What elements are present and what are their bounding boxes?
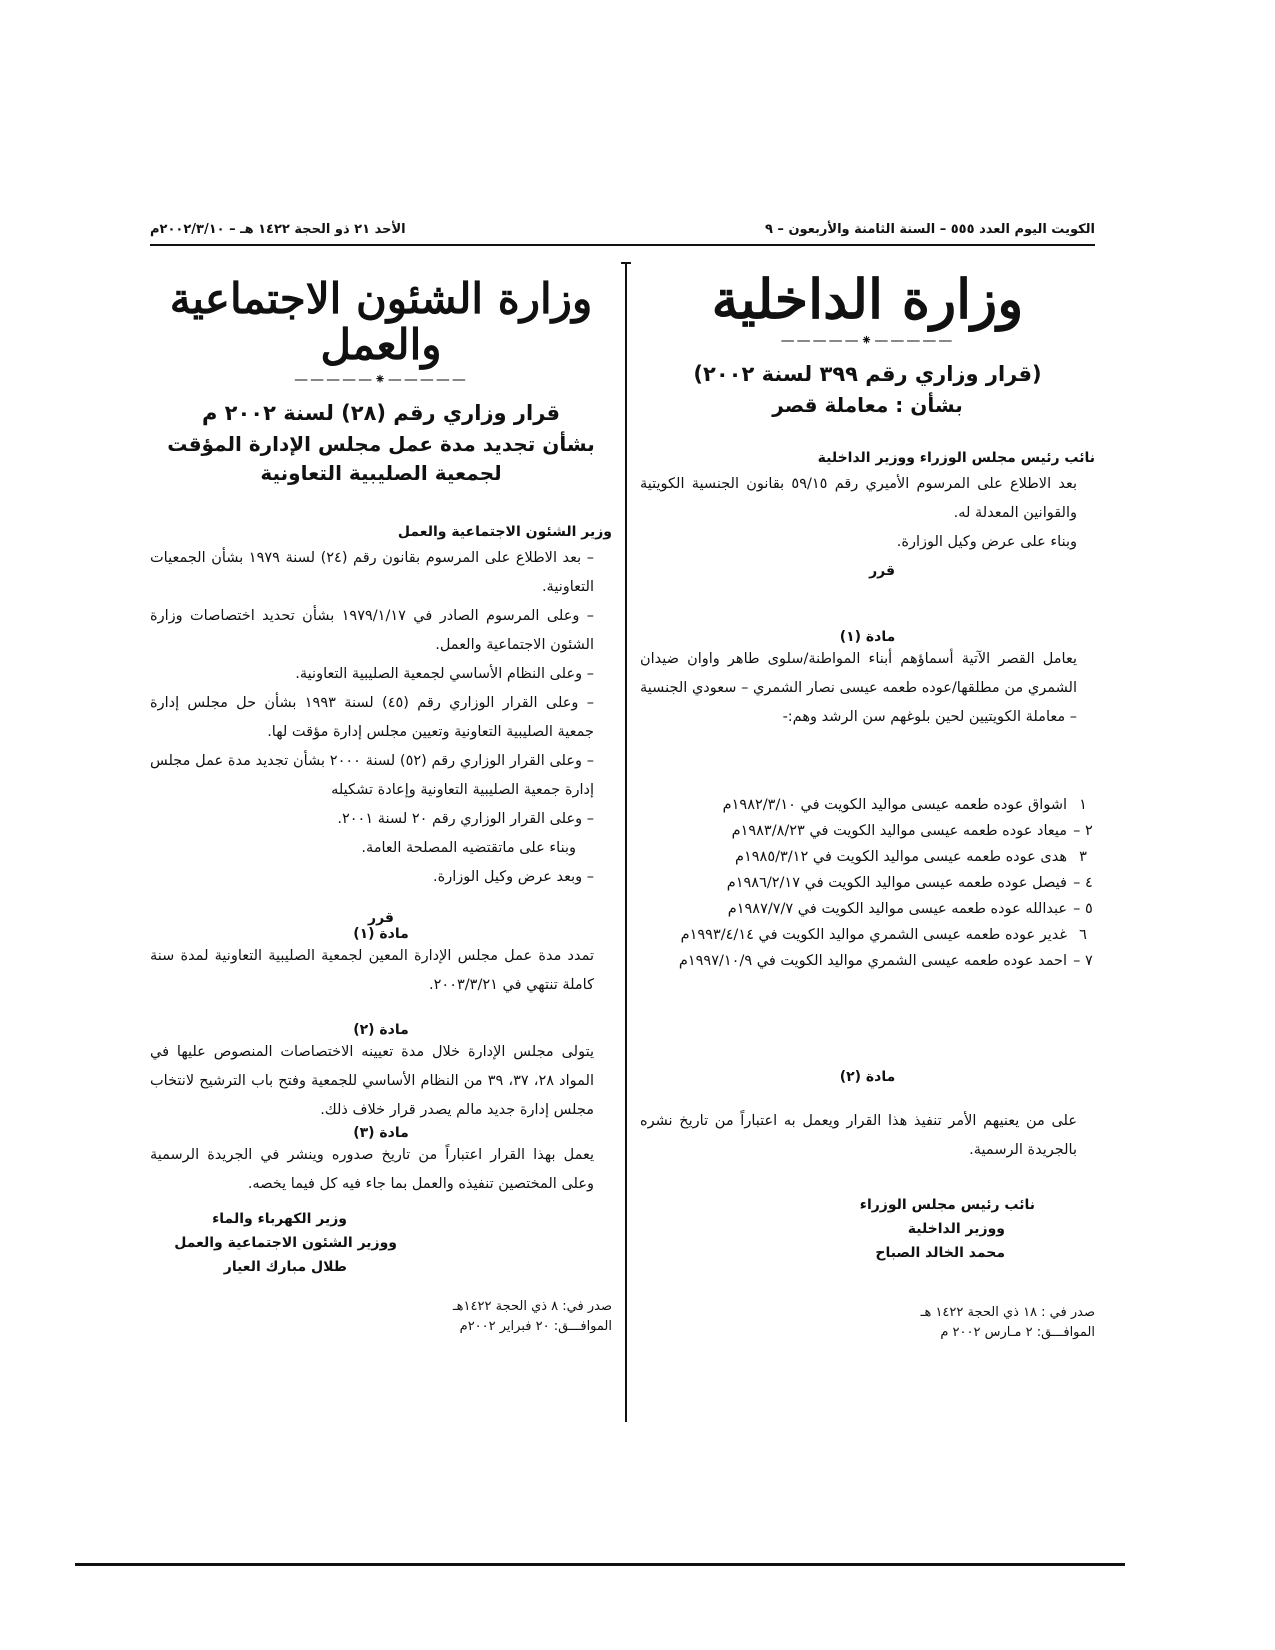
- preamble-clause: – وعلى النظام الأساسي لجمعية الصليبية التعاونية.: [295, 665, 594, 682]
- article-text: على من يعنيهم الأمر تنفيذ هذا القرار ويعمل به اعتباراً من تاريخ نشره بالجريدة الرسمية.: [640, 1112, 1077, 1158]
- preamble-clause: – وبعد عرض وكيل الوزارة.: [433, 868, 594, 885]
- header-rule: [150, 244, 1095, 246]
- list-item: ١ اشواق عوده طعمه عيسى مواليد الكويت في ١٩٨٢/٣/١٠م: [722, 796, 1087, 813]
- list-item: ٣ هدى عوده طعمه عيسى مواليد الكويت في ١٩٨٥/٣/١٢م: [734, 848, 1087, 865]
- preamble-clause: – وعلى المرسوم الصادر في ١٩٧٩/١/١٧ بشأن تحديد اختصاصات وزارة الشئون الاجتماعية والعمل.: [150, 607, 595, 653]
- issuer-title: وزير الشئون الاجتماعية والعمل: [397, 523, 612, 540]
- decision-subject: لجمعية الصليبية التعاونية: [260, 460, 502, 485]
- preamble-clause: بعد الاطلاع على المرسوم الأميري رقم ٥٩/١٥ بقانون الجنسية الكويتية والقوانين المعدلة له.: [640, 475, 1077, 521]
- list-item: ٧ – احمد عوده طعمه عيسى الشمري مواليد الكويت في ١٩٩٧/١٠/٩م: [678, 952, 1093, 969]
- article-text: يعمل بهذا القرار اعتباراً من تاريخ صدوره وينشر في الجريدة الرسمية وعلى المختصين تنفيذه والعمل بما جاء فيه كل فيما يخصه.: [150, 1146, 594, 1192]
- signature-line: ووزير الشئون الاجتماعية والعمل: [174, 1234, 397, 1251]
- signature-block: [150, 1207, 612, 1279]
- signature-name: محمد الخالد الصباح: [875, 1244, 1005, 1261]
- signature-block: [640, 1193, 1095, 1265]
- list-item: ٦ غدير عوده طعمه عيسى الشمري مواليد الكويت في ١٩٩٣/٤/١٤م: [680, 926, 1087, 943]
- decision-title: (قرار وزاري رقم ٣٩٩ لسنة ٢٠٠٢): [693, 362, 1042, 387]
- preamble-clause: – وعلى القرار الوزاري رقم (٥٢) لسنة ٢٠٠٠ بشأن تجديد مدة عمل مجلس إدارة جمعية الصليبية التعاونية وإعادة تشكيله: [150, 752, 594, 798]
- children-list: [640, 792, 1095, 974]
- list-item: ٢ – ميعاد عوده طعمه عيسى مواليد الكويت في ١٩٨٣/٨/٢٣م: [731, 822, 1093, 839]
- article-text: يعامل القصر الآتية أسماؤهم أبناء المواطنة/سلوى طاهر واوان ضيدان الشمري من مطلقها/عوده طعمه عيسى نصار الشمري – سعودي الجنسية – معاملة الكويتيين لحين بلوغهم سن الرشد وهم:-: [640, 650, 1077, 725]
- footer-rule: [75, 1563, 1125, 1566]
- column-divider-tick: [621, 262, 631, 264]
- ministry-title: وزارة الداخلية: [711, 267, 1024, 331]
- article-heading: مادة (١): [353, 925, 409, 942]
- signature-line: ووزير الداخلية: [907, 1220, 1005, 1237]
- issue-info: الكويت اليوم العدد ٥٥٥ – السنة الثامنة والأربعون – ٩: [764, 222, 1095, 237]
- hijri-date: صدر في : ١٨ ذي الحجة ١٤٢٢ هـ: [920, 1304, 1095, 1320]
- decided-word: قرر: [368, 909, 394, 926]
- preamble-clause: وبناء على ماتقتضيه المصلحة العامة.: [361, 839, 576, 856]
- article-heading: مادة (١): [839, 628, 896, 645]
- ministry-title: وزارة الشئون الاجتماعية والعمل: [169, 274, 593, 370]
- gregorian-date: الموافـــق: ٢ مـارس ٢٠٠٢ م: [940, 1324, 1095, 1340]
- list-item: ٥ – عبدالله عوده طعمه عيسى مواليد الكويت في ١٩٨٧/٧/٧م: [727, 900, 1093, 917]
- interior-ministry-column: [640, 262, 1095, 1343]
- ornament-divider: —————⁕—————: [294, 372, 468, 389]
- signature-name: طلال مبارك العيار: [223, 1258, 347, 1275]
- preamble-clause: – بعد الاطلاع على المرسوم بقانون رقم (٢٤) لسنة ١٩٧٩ بشأن الجمعيات التعاونية.: [150, 549, 594, 595]
- article-heading: مادة (٢): [353, 1021, 409, 1038]
- issue-dates: [150, 1297, 612, 1337]
- list-item: ٤ – فيصل عوده طعمه عيسى مواليد الكويت في ١٩٨٦/٢/١٧م: [726, 874, 1093, 891]
- social-affairs-ministry-column: [150, 262, 612, 1337]
- ornament-divider: —————⁕—————: [780, 333, 955, 350]
- preamble-clause: وبناء على عرض وكيل الوزارة.: [896, 533, 1077, 550]
- preamble-clause: – وعلى القرار الوزاري رقم ٢٠ لسنة ٢٠٠١.: [337, 810, 594, 827]
- decision-subject: بشأن : معاملة قصر: [772, 392, 963, 417]
- decision-title: قرار وزاري رقم (٢٨) لسنة ٢٠٠٢ م: [201, 401, 561, 426]
- running-header: [150, 222, 1095, 244]
- article-heading: مادة (٢): [839, 1068, 896, 1085]
- issuer-title: نائب رئيس مجلس الوزراء ووزير الداخلية: [817, 449, 1095, 466]
- signature-line: وزير الكهرباء والماء: [212, 1210, 347, 1227]
- decision-subject: بشأن تجديد مدة عمل مجلس الإدارة المؤقت: [167, 431, 595, 456]
- article-text: يتولى مجلس الإدارة خلال مدة تعيينه الاختصاصات المنصوص عليها في المواد ٢٨، ٣٧، ٣٩ من النظام الأساسي للجمعية وفتح باب الترشيح لانتخاب مجلس إدارة جديد مالم يصدر قرار خلاف ذلك.: [150, 1043, 594, 1118]
- issue-date: الأحد ٢١ ذو الحجة ١٤٢٢ هـ – ٢٠٠٢/٣/١٠م: [150, 222, 406, 237]
- decided-word: قرر: [869, 562, 895, 579]
- article-text: تمدد مدة عمل مجلس الإدارة المعين لجمعية الصليبية التعاونية لمدة سنة كاملة تنتهي في ٢٠٠٣/٣/٢١.: [150, 947, 594, 993]
- hijri-date: صدر في: ٨ ذي الحجة ١٤٢٢هـ: [452, 1298, 612, 1314]
- preamble-clause: – وعلى القرار الوزاري رقم (٤٥) لسنة ١٩٩٣ بشأن حل مجلس إدارة جمعية الصليبية التعاونية وتعيين مجلس إدارة مؤقت لها.: [150, 694, 594, 740]
- issue-dates: [640, 1303, 1095, 1343]
- signature-line: نائب رئيس مجلس الوزراء: [859, 1196, 1035, 1213]
- gregorian-date: الموافـــق: ٢٠ فبراير ٢٠٠٢م: [459, 1318, 612, 1334]
- column-divider: [625, 262, 627, 1422]
- article-heading: مادة (٣): [353, 1124, 409, 1141]
